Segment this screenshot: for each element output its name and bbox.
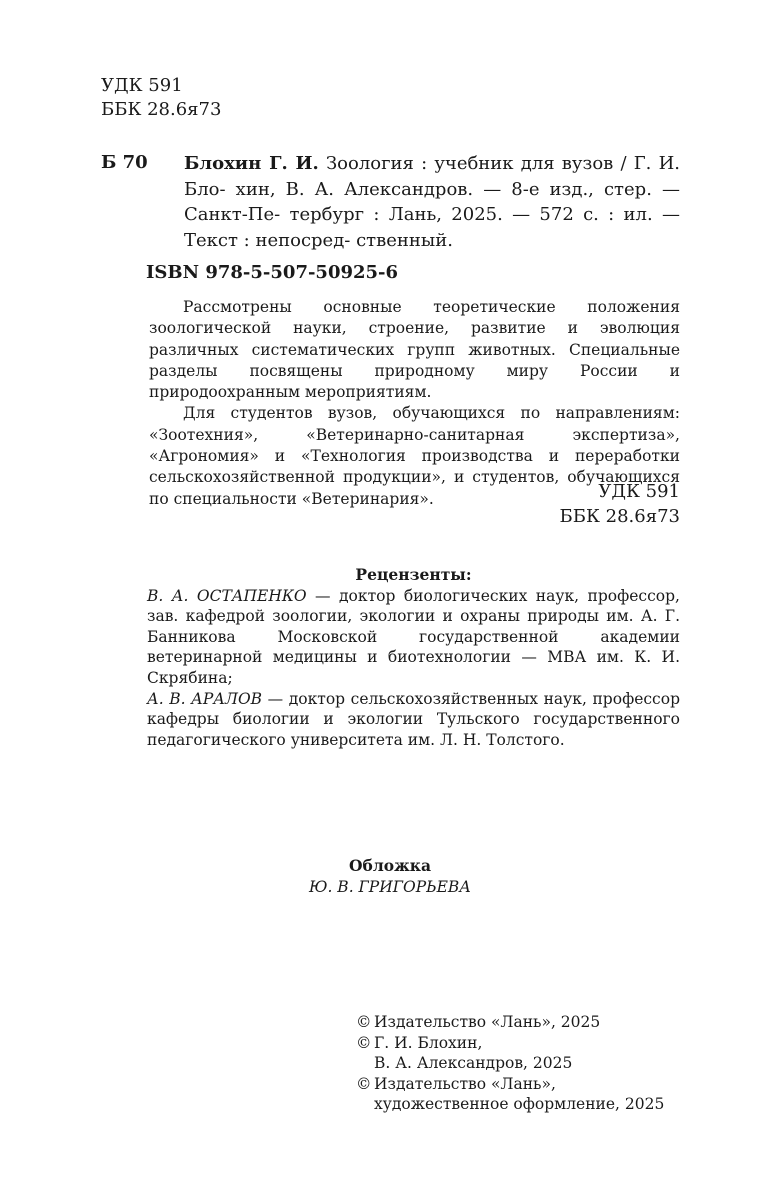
biblio-line-1: Зоология : учебник для вузов / Г. И. Бло- bbox=[184, 153, 680, 200]
isbn: ISBN 978-5-507-50925-6 bbox=[146, 262, 399, 283]
udc-code: УДК 591 bbox=[101, 75, 183, 96]
author-mark: Б 70 bbox=[101, 152, 148, 173]
copyright-line: Издательство «Лань», bbox=[374, 1074, 556, 1093]
copyright-publisher bbox=[356, 1012, 664, 1033]
copyright-line: Г. И. Блохин, bbox=[374, 1033, 483, 1052]
copyright-authors-continued: В. А. Александров, 2025 bbox=[374, 1054, 573, 1073]
copyright-symbol: © bbox=[356, 1013, 372, 1031]
bbk-code: ББК 28.6я73 bbox=[101, 99, 222, 120]
annotation-paragraph-2: Для студентов вузов, обучающихся по направлениям: «Зоотехния», «Ветеринарно-санитарная экспертиза», «Агрономия» и «Технология производства и переработки сельскохозяйственной продукции», и студентов, обучающихся по специальности «Ветеринария». bbox=[149, 404, 680, 508]
annotation-paragraph-1: Рассмотрены основные теоретические положения зоологической науки, строение, развитие и эволюция различных систематических групп животных. Специальные разделы посвящены природному миру России и природоохранным мероприятиям. bbox=[149, 298, 680, 402]
bbk-code-bottom: ББК 28.6я73 bbox=[559, 506, 680, 527]
reviewer-2 bbox=[147, 689, 680, 751]
cover-credit bbox=[270, 856, 510, 897]
reviewer-2-description: — доктор сельскохозяйственных наук, профессор кафедры биологии и экологии Тульского государственного педагогического университета им. Л. Н. Толстого. bbox=[147, 689, 680, 749]
bibliographic-record bbox=[184, 151, 680, 253]
reviewers-heading: Рецензенты: bbox=[355, 565, 472, 584]
copyright-line: Издательство «Лань», 2025 bbox=[374, 1013, 601, 1031]
biblio-line-3: тербург : Лань, 2025. — 572 с. : ил. — Текст : непосред- bbox=[184, 204, 680, 251]
biblio-line-4: ственный. bbox=[356, 229, 453, 251]
biblio-line-2: хин, В. А. Александров. — 8-е изд., стер. — Санкт-Пе- bbox=[184, 178, 680, 225]
copyright-block bbox=[356, 1012, 664, 1115]
classification-codes-top bbox=[101, 74, 221, 122]
reviewer-1 bbox=[147, 586, 680, 689]
author-name: Блохин Г. И. bbox=[184, 153, 319, 174]
reviewer-1-name: В. А. ОСТАПЕНКО bbox=[147, 586, 307, 605]
udc-code-bottom: УДК 591 bbox=[598, 481, 680, 502]
cover-heading: Обложка bbox=[349, 856, 431, 875]
reviewers-section bbox=[147, 565, 680, 750]
cover-designer: Ю. В. ГРИГОРЬЕВА bbox=[308, 877, 472, 896]
copyright-symbol: © bbox=[356, 1033, 372, 1052]
reviewer-1-description: — доктор биологических наук, профессор, зав. кафедрой зоологии, экологии и охраны природы им. А. Г. Банникова Московской государственной академии ветеринарной медицины и биотехнологии — МВА им. К. И. Скрябина; bbox=[147, 586, 680, 687]
copyright-symbol: © bbox=[356, 1074, 372, 1093]
classification-codes-bottom bbox=[480, 479, 680, 529]
copyright-artwork bbox=[356, 1074, 664, 1095]
copyright-authors bbox=[356, 1033, 664, 1054]
reviewer-2-name: А. В. АРАЛОВ bbox=[147, 689, 263, 708]
copyright-artwork-continued: художественное оформление, 2025 bbox=[374, 1095, 665, 1114]
